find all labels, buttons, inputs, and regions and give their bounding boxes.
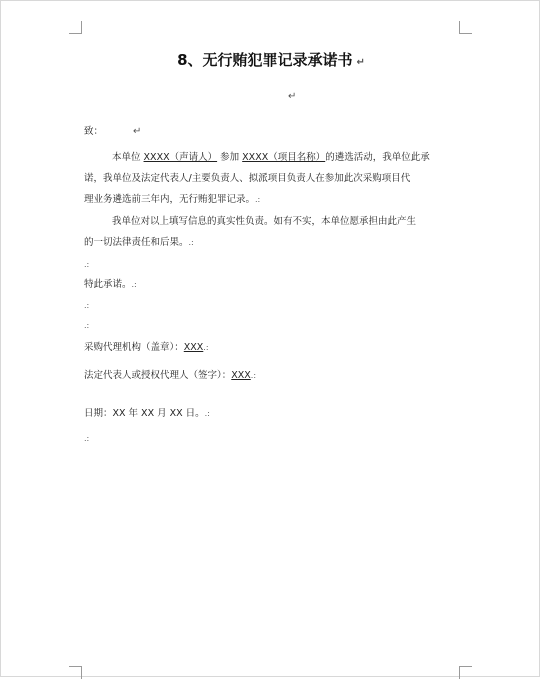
representative-value: XXX — [231, 370, 251, 381]
paragraph-mark-icon: .: — [131, 280, 137, 289]
paragraph-mark-icon: .: — [84, 434, 90, 443]
agency-label: 采购代理机构（盖章）： — [84, 342, 184, 353]
document-title — [1, 49, 540, 70]
paragraph-mark-icon: .: — [188, 238, 194, 247]
paragraph1-tail: 的遴选活动，我单位此承 — [325, 152, 430, 163]
paragraph-mark-icon: ↵ — [356, 57, 365, 68]
agency-value: XXX — [183, 342, 204, 353]
crop-mark-top-left — [69, 21, 82, 34]
paragraph-mark-icon: ↵ — [288, 91, 297, 102]
paragraph1-line1 — [112, 147, 430, 168]
paragraph2-line1: 我单位对以上填写信息的真实性负责。如有不实，本单位愿承担由此产生 — [112, 216, 417, 227]
paragraph2-line2 — [84, 232, 194, 253]
paragraph-mark-icon: .: — [84, 321, 90, 330]
paragraph1-line3 — [84, 189, 260, 210]
title-text: 8、无行贿犯罪记录承诺书 — [177, 51, 353, 69]
date-line — [84, 403, 210, 424]
salutation-text: 致： — [84, 126, 104, 137]
paragraph1-mid: 参加 — [220, 152, 240, 163]
paragraph-mark-icon: .: — [84, 260, 90, 269]
paragraph1-line3-text: 理业务遴选前三年内，无行贿犯罪记录。 — [84, 194, 256, 205]
closing-line — [84, 274, 137, 295]
closing-text: 特此承诺。 — [84, 279, 132, 290]
crop-mark-top-right — [459, 21, 472, 34]
project-field: XXXX（项目名称） — [242, 152, 326, 163]
paragraph1-prefix: 本单位 — [112, 152, 141, 163]
paragraph-mark-icon: .: — [203, 343, 209, 352]
paragraph2-line2-text: 的一切法律责任和后果。 — [84, 237, 189, 248]
paragraph-mark-icon: ↵ — [133, 126, 142, 137]
paragraph-mark-icon: .: — [255, 195, 261, 204]
crop-mark-bottom-right — [459, 666, 472, 679]
paragraph-mark-icon: .: — [250, 371, 257, 380]
applicant-field: XXXX（声请人） — [143, 152, 218, 163]
representative-line — [84, 365, 256, 386]
paragraph1-line2: 诺，我单位及法定代表人/主要负责人、拟派项目负责人在参加此次采购项目代 — [84, 173, 411, 184]
salutation-line — [84, 121, 141, 142]
agency-line — [84, 337, 209, 358]
representative-label: 法定代表人或授权代理人（签字）： — [84, 370, 232, 381]
paragraph-mark-icon: .: — [84, 301, 90, 310]
crop-mark-bottom-left — [69, 666, 82, 679]
date-text: 日期：XX 年 XX 月 XX 日。 — [84, 408, 205, 419]
paragraph-mark-icon: .: — [204, 409, 210, 418]
